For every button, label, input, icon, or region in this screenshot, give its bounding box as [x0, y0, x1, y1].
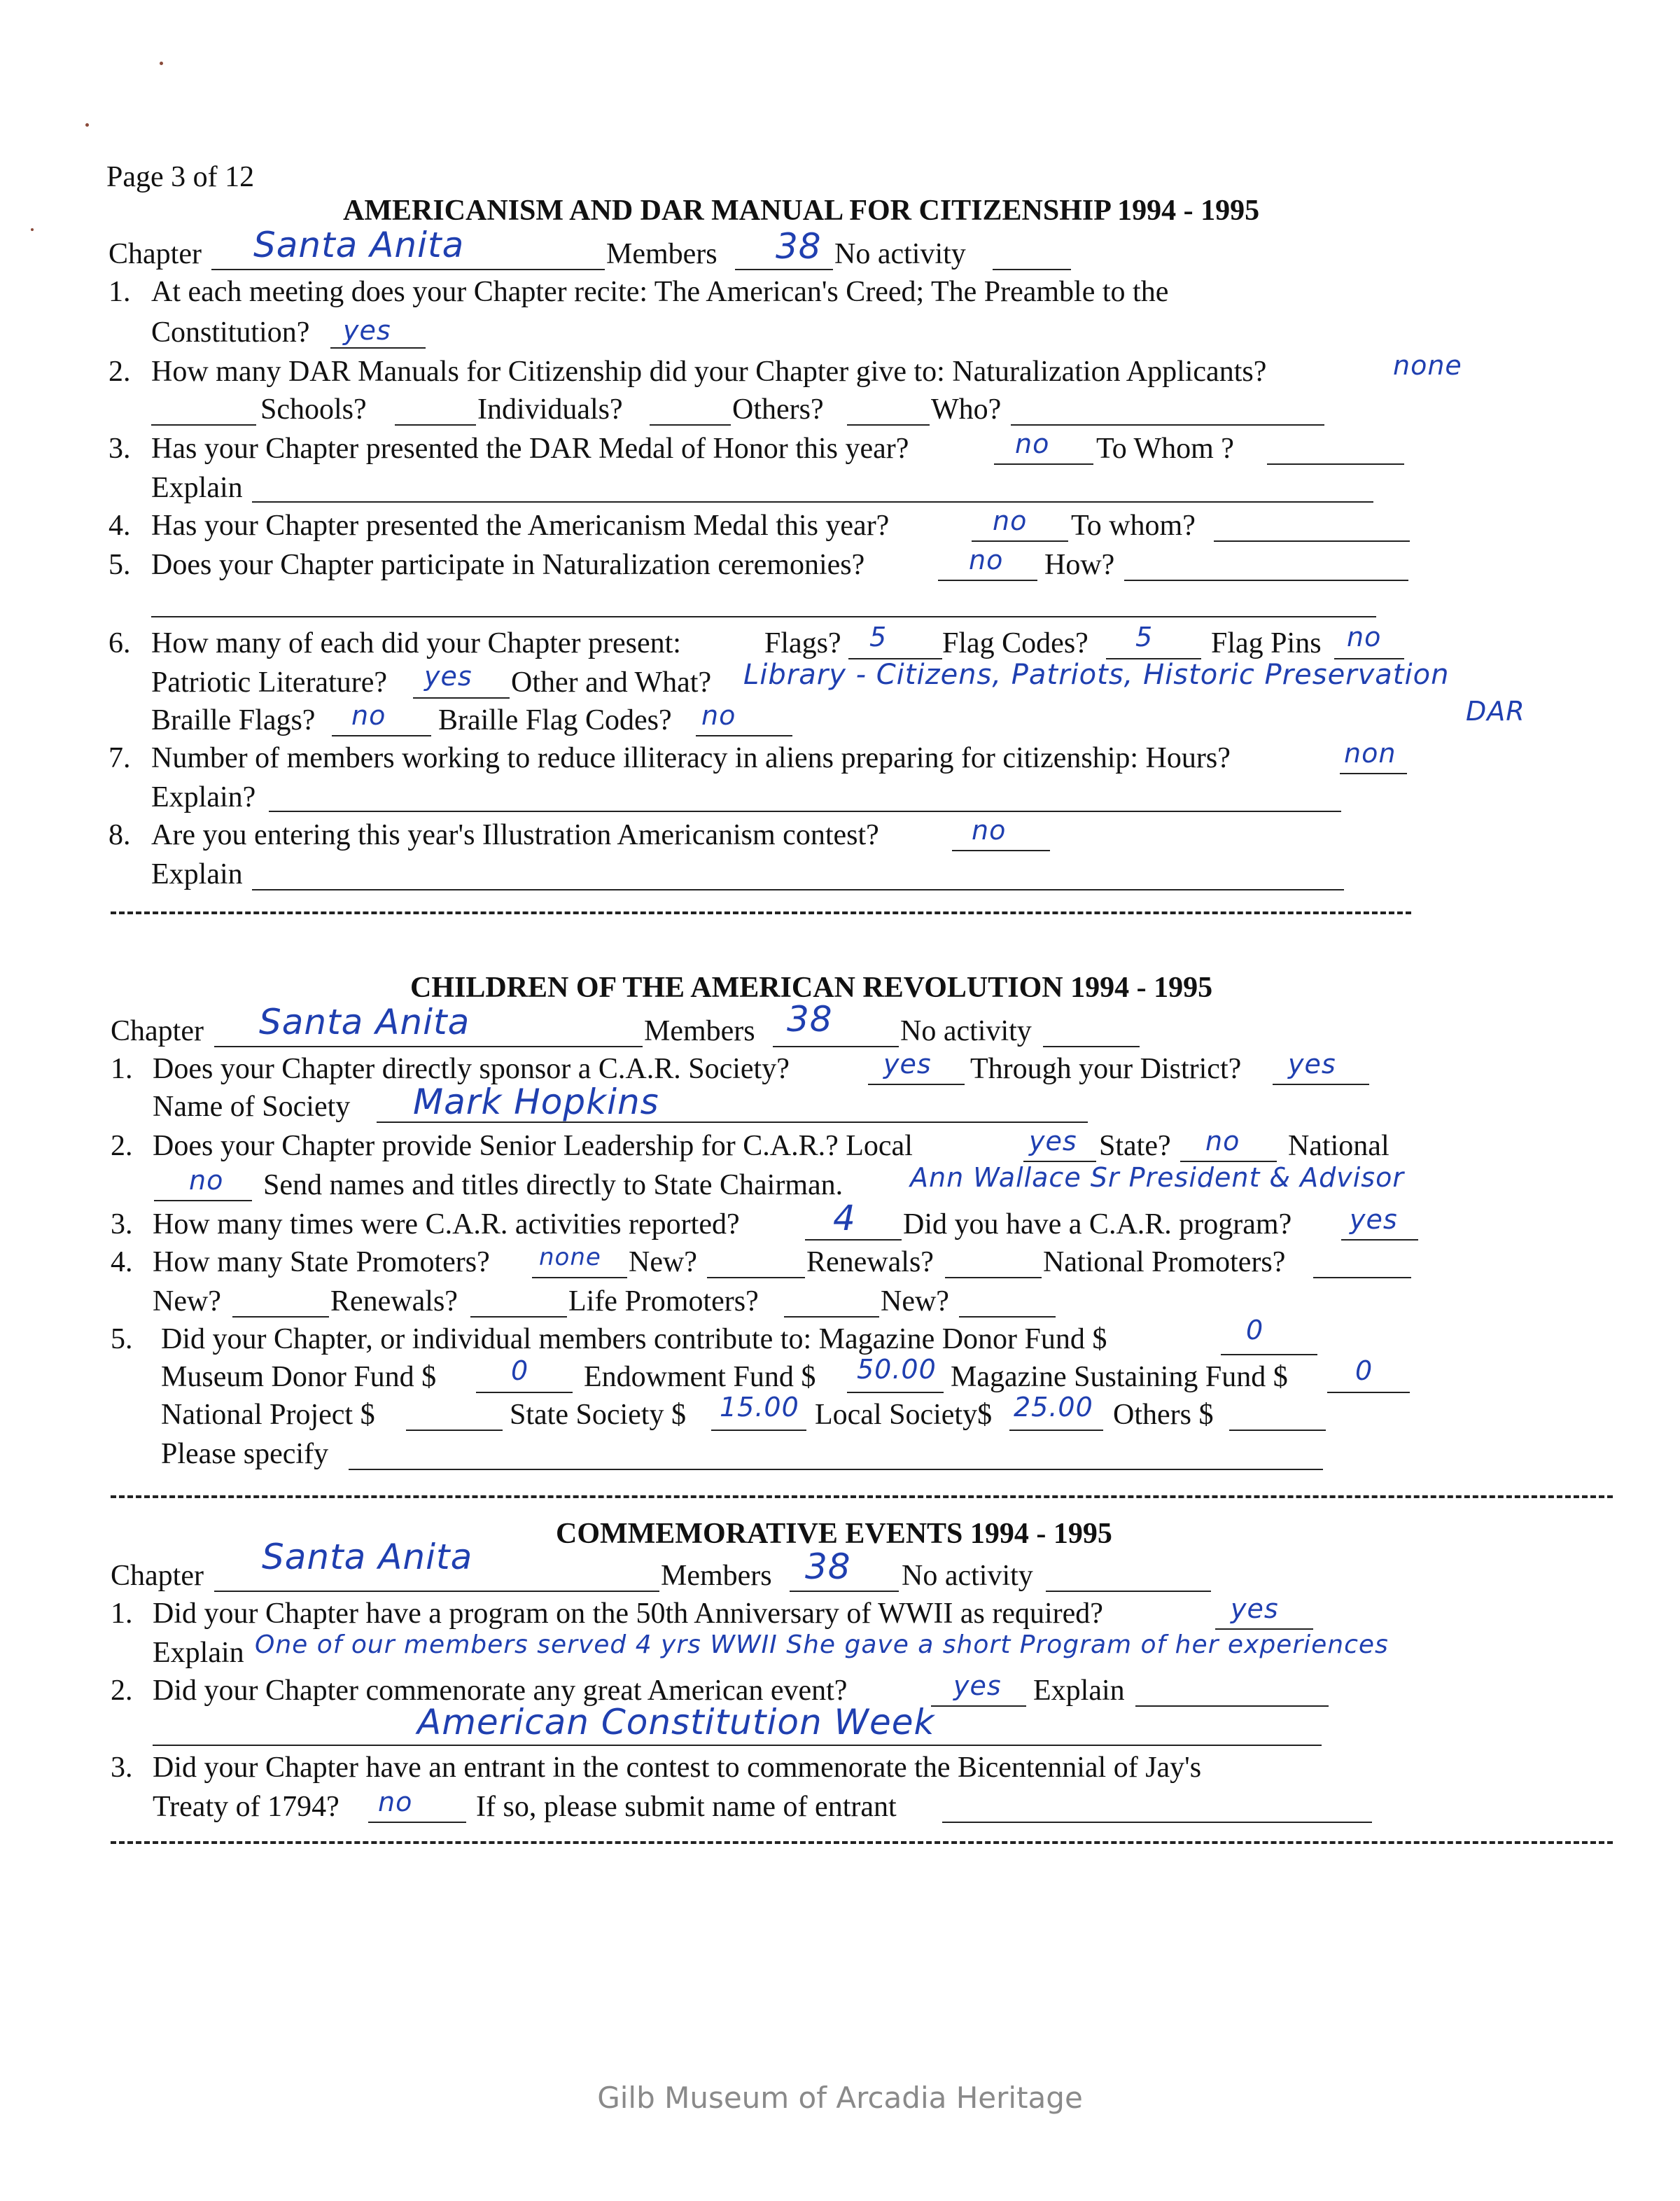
flags-label: Flags?: [764, 627, 841, 659]
answer-line: [1273, 1084, 1369, 1085]
answer-line: [1341, 1239, 1418, 1241]
answer-line: [1267, 463, 1404, 465]
explain-line: [252, 501, 1373, 503]
question-text: How many of each did your Chapter present:: [151, 627, 681, 659]
answer-value: yes: [1288, 1049, 1336, 1079]
answer-line: [153, 1745, 1322, 1746]
no-activity-label: No activity: [834, 238, 966, 270]
who-label: Who?: [931, 393, 1002, 426]
flag-pins-label: Flag Pins: [1211, 627, 1322, 659]
answer-line: [470, 1316, 567, 1318]
please-specify-label: Please specify: [161, 1438, 329, 1470]
chapter-label: Chapter: [108, 238, 202, 270]
answer-line: [784, 1316, 879, 1318]
sustaining-label: Magazine Sustaining Fund $: [951, 1361, 1288, 1393]
answer-value: 50.00: [857, 1354, 937, 1385]
section-divider: [111, 1841, 1613, 1844]
answer-line: [368, 1822, 466, 1823]
answer-line: [847, 424, 930, 426]
answer-line: [952, 850, 1050, 851]
answer-line: [942, 1822, 1372, 1823]
answer-line: [994, 463, 1093, 465]
answer-line: [413, 697, 510, 699]
answer-value: no: [993, 505, 1028, 536]
answer-line: [406, 1430, 503, 1431]
no-activity-label: No activity: [902, 1560, 1033, 1592]
new-label: New?: [629, 1246, 697, 1278]
send-names-text: Send names and titles directly to State Chairman.: [263, 1169, 844, 1201]
answer-line: [1327, 1392, 1410, 1393]
answer-value: yes: [1029, 1126, 1077, 1157]
braille-flags-label: Braille Flags?: [151, 704, 316, 736]
question-text: How many DAR Manuals for Citizenship did your Chapter give to: Naturalization Applicants?: [151, 356, 1267, 388]
question-number: 6.: [108, 627, 131, 659]
explain-line: [252, 889, 1344, 890]
chapter-line: [214, 1046, 643, 1047]
answer-value: 0: [1246, 1315, 1264, 1346]
answer-value: DAR: [1466, 696, 1525, 727]
question-number: 2.: [111, 1675, 133, 1707]
section-divider: [111, 911, 1411, 914]
question-number: 5.: [111, 1323, 133, 1355]
chapter-value: Santa Anita: [253, 225, 465, 265]
program-label: Did you have a C.A.R. program?: [903, 1208, 1292, 1241]
question-text: At each meeting does your Chapter recite: The American's Creed; The Preamble to the: [151, 276, 1169, 308]
answer-value: yes: [1231, 1593, 1279, 1624]
chapter-value: Santa Anita: [259, 1002, 470, 1042]
question-number: 5.: [108, 549, 131, 581]
answer-value: 4: [833, 1198, 856, 1238]
answer-line: [1011, 424, 1324, 426]
renewals-label: Renewals?: [806, 1246, 934, 1278]
question-text: Treaty of 1794?: [153, 1791, 340, 1823]
answer-value: 15.00: [720, 1392, 799, 1423]
scan-speck: [160, 62, 163, 65]
members-label: Members: [644, 1015, 755, 1047]
question-text: Number of members working to reduce illiteracy in aliens preparing for citizenship: Hours?: [151, 742, 1231, 774]
how-label: How?: [1044, 549, 1115, 581]
answer-value: Library - Citizens, Patriots, Historic Preservation: [743, 659, 1450, 691]
museum-label: Museum Donor Fund $: [161, 1361, 437, 1393]
answer-value: no: [972, 815, 1007, 846]
section-title: COMMEMORATIVE EVENTS 1994 - 1995: [556, 1518, 1112, 1550]
endowment-label: Endowment Fund $: [584, 1361, 816, 1393]
answer-line: [711, 1430, 806, 1431]
answer-line: [154, 1200, 252, 1201]
answer-value: no: [189, 1165, 224, 1196]
members-label: Members: [661, 1560, 772, 1592]
explain-label: Explain: [151, 858, 243, 890]
state-label: State?: [1099, 1130, 1171, 1162]
answer-line: [1124, 580, 1408, 581]
answer-value: no: [1205, 1126, 1240, 1157]
members-line: [790, 1591, 899, 1592]
question-number: 8.: [108, 819, 131, 851]
question-number: 1.: [111, 1598, 133, 1630]
question-text: Did your Chapter, or individual members contribute to: Magazine Donor Fund $: [161, 1323, 1107, 1355]
answer-value: yes: [343, 315, 391, 346]
explain-label: Explain: [1033, 1675, 1125, 1707]
no-activity-label: No activity: [900, 1015, 1032, 1047]
page-number: Page 3 of 12: [106, 161, 255, 193]
district-label: Through your District?: [970, 1053, 1242, 1085]
question-text: How many times were C.A.R. activities reported?: [153, 1208, 740, 1241]
answer-line: [332, 735, 431, 736]
answer-value: 0: [511, 1355, 529, 1386]
answer-line: [1313, 1277, 1411, 1278]
chapter-line: [211, 269, 605, 270]
question-text: Did your Chapter have an entrant in the contest to commenorate the Bicentennial of Jay's: [153, 1752, 1202, 1784]
scan-speck: [31, 228, 34, 231]
question-number: 2.: [108, 356, 131, 388]
renewals-label: Renewals?: [330, 1285, 458, 1318]
question-text: Constitution?: [151, 316, 310, 349]
chapter-label: Chapter: [111, 1560, 204, 1592]
answer-value: no: [378, 1787, 413, 1817]
answer-line: [1214, 540, 1410, 542]
answer-line: [232, 1316, 329, 1318]
answer-value: no: [351, 700, 386, 731]
answer-value: no: [969, 545, 1004, 575]
answer-value: none: [539, 1243, 601, 1271]
life-promoters-label: Life Promoters?: [568, 1285, 759, 1318]
answer-line: [532, 1277, 627, 1278]
answer-line: [938, 580, 1037, 581]
answer-line: [868, 1084, 965, 1085]
answer-line: [972, 540, 1068, 542]
question-text: Does your Chapter provide Senior Leadership for C.A.R.? Local: [153, 1130, 913, 1162]
answer-value: no: [1347, 622, 1382, 652]
members-value: 38: [787, 999, 833, 1040]
question-number: 2.: [111, 1130, 133, 1162]
answer-value: American Constitution Week: [417, 1702, 935, 1742]
answer-line: [476, 1392, 573, 1393]
scan-speck: [85, 123, 89, 127]
answer-line: [1340, 773, 1407, 774]
answer-value: 25.00: [1014, 1392, 1093, 1423]
question-number: 3.: [111, 1752, 133, 1784]
answer-line: [349, 1469, 1323, 1470]
answer-value: yes: [424, 661, 472, 692]
question-text: Does your Chapter directly sponsor a C.A.R. Society?: [153, 1053, 790, 1085]
members-line: [735, 269, 833, 270]
answer-value: none: [1393, 350, 1462, 381]
answer-value: 5: [1135, 622, 1154, 652]
no-activity-line: [1046, 1591, 1211, 1592]
braille-codes-label: Braille Flag Codes?: [438, 704, 672, 736]
answer-value: One of our members served 4 yrs WWII She gave a short Program of her experiences: [255, 1630, 1389, 1659]
answer-value: yes: [883, 1049, 932, 1079]
question-number: 1.: [108, 276, 131, 308]
answer-value: 0: [1355, 1355, 1373, 1386]
answer-line: [151, 424, 256, 426]
answer-value: yes: [953, 1670, 1002, 1701]
answer-line: [959, 1316, 1056, 1318]
answer-value: no: [701, 700, 736, 731]
individuals-label: Individuals?: [477, 393, 623, 426]
to-whom-label: To whom?: [1071, 510, 1196, 542]
answer-line: [805, 1239, 902, 1241]
national-promoters-label: National Promoters?: [1043, 1246, 1286, 1278]
members-line: [773, 1046, 899, 1047]
patriotic-label: Patriotic Literature?: [151, 666, 388, 699]
answer-value: yes: [1350, 1204, 1398, 1235]
question-number: 3.: [111, 1208, 133, 1241]
members-value: 38: [805, 1546, 851, 1587]
no-activity-line: [1043, 1046, 1140, 1047]
question-text: How many State Promoters?: [153, 1246, 490, 1278]
answer-line: [395, 424, 476, 426]
national-project-label: National Project $: [161, 1399, 375, 1431]
question-text: Has your Chapter presented the DAR Medal of Honor this year?: [151, 433, 909, 465]
answer-line: [931, 1705, 1026, 1707]
answer-line: [696, 735, 792, 736]
chapter-label: Chapter: [111, 1015, 204, 1047]
answer-value: no: [1015, 428, 1050, 459]
section-divider: [111, 1495, 1613, 1498]
explain-label: Explain?: [151, 781, 256, 813]
watermark-credit: Gilb Museum of Arcadia Heritage: [597, 2081, 1083, 2115]
schools-label: Schools?: [260, 393, 367, 426]
question-text: Did your Chapter have a program on the 50th Anniversary of WWII as required?: [153, 1598, 1103, 1630]
others-label: Others $: [1113, 1399, 1214, 1431]
question-number: 1.: [111, 1053, 133, 1085]
section-title: AMERICANISM AND DAR MANUAL FOR CITIZENSHIP 1994 - 1995: [343, 195, 1260, 227]
answer-line: [1229, 1430, 1326, 1431]
answer-line: [1221, 1354, 1317, 1355]
question-text: Are you entering this year's Illustration Americanism contest?: [151, 819, 879, 851]
national-label: National: [1288, 1130, 1390, 1162]
answer-line: [945, 1277, 1042, 1278]
answer-line: [1009, 1430, 1103, 1431]
question-number: 7.: [108, 742, 131, 774]
question-text: Has your Chapter presented the Americanism Medal this year?: [151, 510, 890, 542]
other-what-label: Other and What?: [511, 666, 712, 699]
answer-value: Mark Hopkins: [413, 1082, 659, 1122]
chapter-line: [214, 1591, 659, 1592]
answer-line: [847, 1392, 944, 1393]
answer-line: [151, 616, 1376, 617]
members-value: 38: [776, 226, 822, 267]
question-text: Does your Chapter participate in Naturalization ceremonies?: [151, 549, 865, 581]
name-of-society-label: Name of Society: [153, 1091, 351, 1123]
flag-codes-label: Flag Codes?: [942, 627, 1088, 659]
state-society-label: State Society $: [510, 1399, 686, 1431]
answer-value: Ann Wallace Sr President & Advisor: [910, 1162, 1404, 1193]
submit-entrant-label: If so, please submit name of entrant: [476, 1791, 897, 1823]
question-number: 3.: [108, 433, 131, 465]
answer-line: [330, 347, 426, 349]
answer-value: non: [1344, 738, 1396, 769]
section-title: CHILDREN OF THE AMERICAN REVOLUTION 1994 - 1995: [410, 972, 1213, 1004]
others-label: Others?: [732, 393, 824, 426]
explain-line: [1135, 1705, 1329, 1707]
no-activity-line: [993, 269, 1071, 270]
explain-line: [269, 811, 1341, 812]
explain-label: Explain: [153, 1637, 244, 1669]
explain-label: Explain: [151, 472, 243, 504]
question-text: Did your Chapter commenorate any great American event?: [153, 1675, 848, 1707]
answer-line: [707, 1277, 805, 1278]
local-society-label: Local Society$: [815, 1399, 993, 1431]
to-whom-label: To Whom ?: [1096, 433, 1234, 465]
question-number: 4.: [108, 510, 131, 542]
answer-line: [650, 424, 731, 426]
chapter-value: Santa Anita: [262, 1537, 473, 1577]
members-label: Members: [606, 238, 718, 270]
question-number: 4.: [111, 1246, 133, 1278]
new-label: New?: [881, 1285, 949, 1318]
answer-value: 5: [869, 622, 888, 652]
new-label: New?: [153, 1285, 221, 1318]
